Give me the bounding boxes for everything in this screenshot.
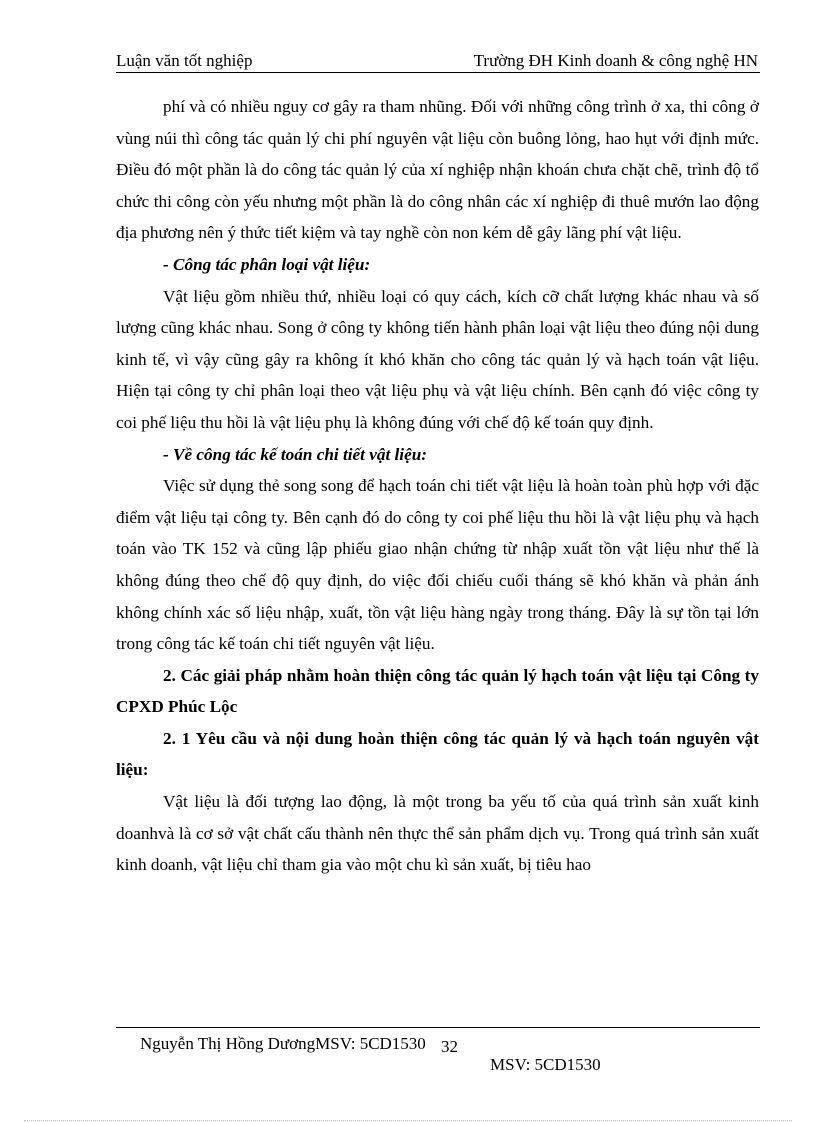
page-body [116, 91, 759, 881]
footer-student-id: MSV: 5CD1530 [490, 1055, 601, 1074]
header-university-label: Trường ĐH Kinh doanh & công nghệ HN [473, 51, 758, 70]
footer-author: Nguyễn Thị Hồng DươngMSV: 5CD1530 [140, 1034, 426, 1053]
subsection-heading-requirements: 2. 1 Yêu cầu và nội dung hoàn thiện công tác quản lý và hạch toán nguyên vật liệu: [116, 728, 759, 780]
page-header [116, 50, 760, 73]
page-bottom-edge [24, 1120, 792, 1121]
paragraph-cost-management: phí và có nhiều nguy cơ gây ra tham nhũng. Đối với những công trình ở xa, thi công ở vùng núi thì công tác quản lý chi phí nguyên vật liệu còn buông lỏng, hao hụt với định mức. Điều đó một phần là do công tác quản lý của xí nghiệp nhận khoán chưa chặt chẽ, trình độ tổ chức thi công còn yếu nhưng một phần là do công nhân các xí nghiệp đi thuê mướn lao động địa phương nên ý thức tiết kiệm và tay nghề còn non kém dễ gây lãng phí vật liệu. [116, 97, 759, 243]
header-thesis-label: Luận văn tốt nghiệp [116, 51, 253, 70]
section-heading-solutions: 2. Các giải pháp nhằm hoàn thiện công tác quản lý hạch toán vật liệu tại Công ty CPXD Phúc Lộc [116, 665, 759, 717]
page-number: 32 [441, 1037, 458, 1056]
footer-divider [116, 1027, 760, 1028]
paragraph-detailed-accounting: Việc sử dụng thẻ song song để hạch toán chi tiết vật liệu là hoàn toàn phù hợp với đặc điểm vật liệu tại công ty. Bên cạnh đó do công ty coi phế liệu thu hồi là vật liệu phụ và hạch toán vào TK 152 và cũng lập phiếu giao nhận chứng từ nhập xuất tồn vật liệu như thế là không đúng theo chế độ quy định, do việc đối chiếu cuối tháng sẽ khó khăn và phản ánh không chính xác số liệu nhập, xuất, tồn vật liệu hàng ngày trong tháng. Đây là sự tồn tại lớn trong công tác kế toán chi tiết nguyên vật liệu. [116, 476, 759, 654]
heading-material-classification: - Công tác phân loại vật liệu: [163, 254, 371, 274]
paragraph-material-classification: Vật liệu gồm nhiều thứ, nhiều loại có quy cách, kích cỡ chất lượng khác nhau và số lượng cũng khác nhau. Song ở công ty không tiến hành phân loại vật liệu theo đúng nội dung kinh tế, vì vậy cũng gây ra không ít khó khăn cho công tác quản lý và hạch toán vật liệu. Hiện tại công ty chỉ phân loại theo vật liệu phụ và vật liệu chính. Bên cạnh đó việc công ty coi phế liệu thu hồi là vật liệu phụ là không đúng với chế độ kế toán quy định. [116, 286, 759, 432]
heading-detailed-accounting: - Về công tác kế toán chi tiết vật liệu: [163, 444, 427, 464]
paragraph-materials-definition: Vật liệu là đối tượng lao động, là một trong ba yếu tố của quá trình sản xuất kinh doanhvà là cơ sở vật chất cấu thành nên thực thể sản phẩm dịch vụ. Trong quá trình sản xuất kinh doanh, vật liệu chỉ tham gia vào một chu kì sản xuất, bị tiêu hao [116, 792, 759, 875]
